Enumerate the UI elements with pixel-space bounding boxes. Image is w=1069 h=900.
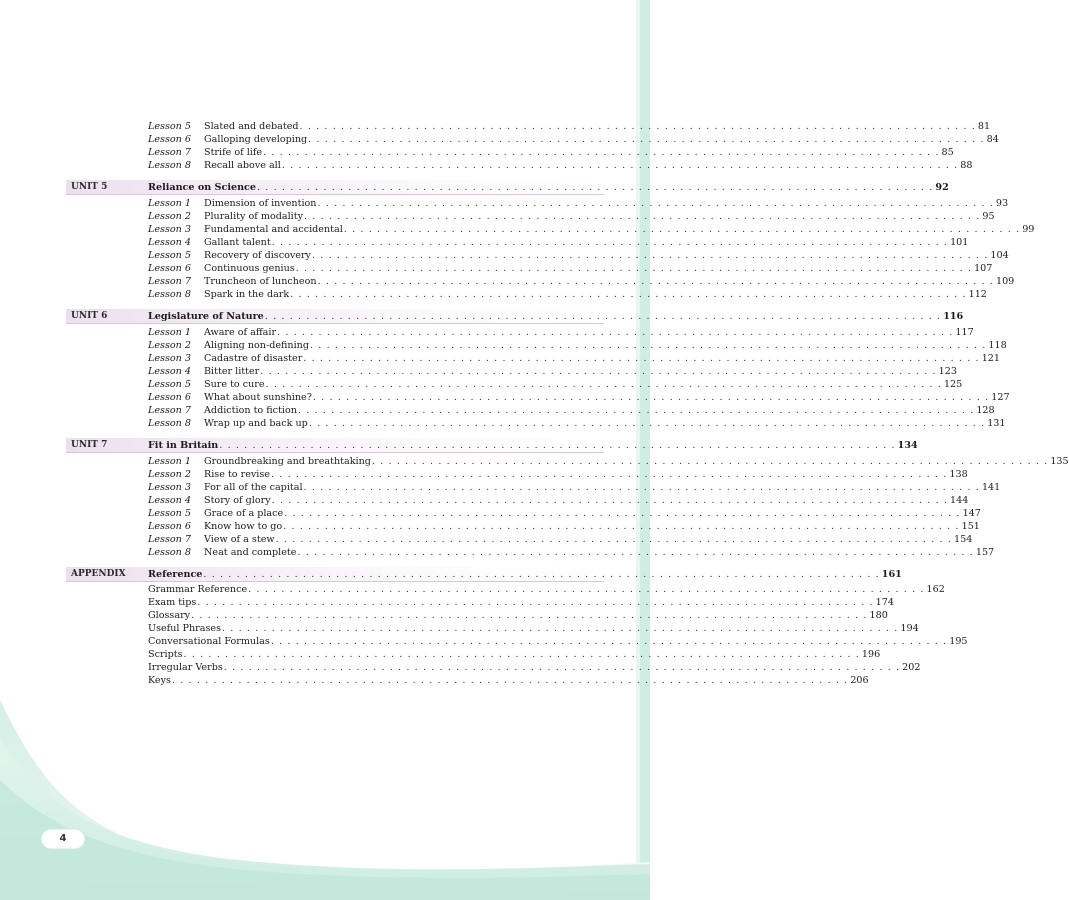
- toc-entry: [148, 404, 995, 417]
- dot-leader: . . . . . . . . . . . . . . . . . . . . . . . . . . . . . . . . . . . . . . . . . . . . . . . . . . . . . . . . . . . . . . . . . . . . . . . . . . . . . . . . . .: [265, 378, 942, 390]
- lesson-label: Lesson 4: [148, 494, 192, 506]
- toc-entry: [148, 468, 968, 481]
- page-reference: 118: [988, 339, 1007, 351]
- page-reference: 121: [981, 352, 1000, 364]
- toc-entry: [148, 507, 981, 520]
- entry-title: Slated and debated: [204, 121, 299, 132]
- unit-divider: [66, 323, 604, 324]
- page-reference: 88: [960, 160, 973, 172]
- lesson-label: Lesson 7: [148, 404, 192, 416]
- entry-title: Keys: [148, 675, 171, 687]
- unit-title: Fit in Britain: [148, 439, 219, 451]
- dot-leader: . . . . . . . . . . . . . . . . . . . . . . . . . . . . . . . . . . . . . . . . . . . . . . . . . . . . . . . . . . . . . . . . . . . . . . . . . . . . . . . . . .: [223, 662, 901, 674]
- page-number: 4: [59, 833, 67, 844]
- unit-title: Reliance on Science: [148, 181, 256, 193]
- page-reference: 109: [995, 275, 1015, 287]
- toc-entry: [148, 120, 991, 133]
- lesson-label: Lesson 6: [148, 391, 192, 403]
- toc-entry: [148, 648, 881, 661]
- toc-entry: [148, 326, 974, 339]
- entry-title: Scripts: [148, 649, 183, 661]
- dot-leader: . . . . . . . . . . . . . . . . . . . . . . . . . . . . . . . . . . . . . . . . . . . . . . . . . . . . . . . . . . . . . . . . . . . . . . . . . . . . . . . . . .: [197, 597, 874, 609]
- page-reference: 157: [975, 546, 995, 558]
- page-reference: 144: [950, 494, 969, 506]
- lesson-label: Lesson 4: [148, 236, 192, 248]
- entry-title: Bitter litter: [204, 365, 260, 377]
- lesson-label: Lesson 2: [148, 468, 192, 480]
- lesson-label: Lesson 5: [148, 121, 192, 132]
- entry-title: Strife of life: [204, 147, 263, 159]
- lesson-label: Lesson 8: [148, 160, 192, 172]
- entry-title: Recovery of discovery: [204, 249, 311, 261]
- entry-title: Aligning non-defining: [204, 339, 309, 351]
- lesson-label: Lesson 6: [148, 262, 192, 274]
- entry-title: Dimension of invention: [204, 197, 317, 209]
- entry-title: For all of the capital: [204, 481, 303, 493]
- page-reference: 138: [949, 468, 968, 480]
- entry-title: Grace of a place: [204, 507, 284, 519]
- dot-leader: . . . . . . . . . . . . . . . . . . . . . . . . . . . . . . . . . . . . . . . . . . . . . . . . . . . . . . . . . . . . . . . . . . . . . . . . . . . . . . . . . .: [270, 468, 948, 480]
- page-reference: 112: [968, 288, 987, 300]
- entry-title: Truncheon of luncheon: [204, 275, 317, 287]
- unit-label: APPENDIX: [71, 569, 126, 579]
- dot-leader: . . . . . . . . . . . . . . . . . . . . . . . . . . . . . . . . . . . . . . . . . . . . . . . . . . . . . . . . . . . . . . . . . . . . . . . . . . . . . . . . . .: [270, 636, 948, 648]
- toc-entry: [148, 249, 1009, 262]
- page-reference: 134: [897, 439, 918, 451]
- unit-entry: [148, 439, 918, 452]
- entry-title: Neat and complete: [204, 546, 297, 558]
- toc-entry: [148, 159, 973, 172]
- toc-entry: [148, 417, 1006, 430]
- entry-title: What about sunshine?: [204, 391, 312, 403]
- dot-leader: . . . . . . . . . . . . . . . . . . . . . . . . . . . . . . . . . . . . . . . . . . . . . . . . . . . . . . . . . . . . . . . . . . . . . . . . . . . . . . . . . .: [271, 494, 949, 506]
- toc-entry: [148, 197, 1009, 210]
- toc-entry: [148, 275, 1015, 288]
- entry-title: Galloping developing: [204, 134, 308, 146]
- page-reference: 128: [976, 404, 995, 416]
- lesson-label: Lesson 3: [148, 352, 192, 364]
- toc-entry: [148, 378, 963, 391]
- unit-title: Legislature of Nature: [148, 310, 264, 322]
- dot-leader: . . . . . . . . . . . . . . . . . . . . . . . . . . . . . . . . . . . . . . . . . . . . . . . . . . . . . . . . . . . . . . . . . . . . . . . . . . . . . . . . . .: [183, 649, 860, 661]
- toc-entry: [148, 288, 987, 301]
- entry-title: Know how to go: [204, 520, 283, 532]
- entry-title: Conversational Formulas: [148, 636, 270, 648]
- entry-title: Addiction to fiction: [204, 404, 297, 416]
- page-reference: 180: [869, 610, 888, 622]
- unit-divider: [66, 194, 604, 195]
- dot-leader: . . . . . . . . . . . . . . . . . . . . . . . . . . . . . . . . . . . . . . . . . . . . . . . . . . . . . . . . . . . . . . . . . . . . . . . . . . . . . . . . . .: [308, 134, 985, 146]
- lesson-label: Lesson 5: [148, 507, 192, 519]
- toc-entry: [148, 494, 969, 507]
- toc-entry: [148, 661, 921, 674]
- entry-title: Sure to cure: [204, 378, 265, 390]
- page-reference: 131: [987, 417, 1006, 429]
- unit-label: UNIT 5: [71, 182, 108, 192]
- toc-entry: [148, 455, 1069, 468]
- dot-leader: . . . . . . . . . . . . . . . . . . . . . . . . . . . . . . . . . . . . . . . . . . . . . . . . . . . . . . . . . . . . . . . . . . . . . . . . . . . . . . . . . .: [312, 391, 990, 403]
- toc-entry: [148, 146, 954, 159]
- dot-leader: . . . . . . . . . . . . . . . . . . . . . . . . . . . . . . . . . . . . . . . . . . . . . . . . . . . . . . . . . . . . . . . . . . . . . . . . . . . . . . . . . .: [263, 147, 940, 159]
- page-reference: 151: [961, 520, 980, 532]
- toc-entry: [148, 391, 1010, 404]
- lesson-label: Lesson 5: [148, 378, 192, 390]
- dot-leader: . . . . . . . . . . . . . . . . . . . . . . . . . . . . . . . . . . . . . . . . . . . . . . . . . . . . . . . . . . . . . . . . . . . . . . . . . . . . . . . . . .: [219, 439, 896, 451]
- page-reference: 174: [875, 597, 894, 609]
- page-reference: 194: [900, 623, 919, 635]
- dot-leader: . . . . . . . . . . . . . . . . . . . . . . . . . . . . . . . . . . . . . . . . . . . . . . . . . . . . . . . . . . . . . . . . . . . . . . . . . . . . . . . . . .: [297, 546, 974, 558]
- dot-leader: . . . . . . . . . . . . . . . . . . . . . . . . . . . . . . . . . . . . . . . . . . . . . . . . . . . . . . . . . . . . . . . . . . . . . . . . . . . . . . . . . .: [371, 455, 1049, 467]
- page-reference: 116: [943, 310, 964, 322]
- unit-label: UNIT 7: [71, 440, 108, 450]
- dot-leader: . . . . . . . . . . . . . . . . . . . . . . . . . . . . . . . . . . . . . . . . . . . . . . . . . . . . . . . . . . . . . . . . . . . . . . . . . . . . . . . . . .: [275, 533, 952, 545]
- lesson-label: Lesson 3: [148, 223, 192, 235]
- page-reference: 85: [941, 147, 954, 159]
- dot-leader: . . . . . . . . . . . . . . . . . . . . . . . . . . . . . . . . . . . . . . . . . . . . . . . . . . . . . . . . . . . . . . . . . . . . . . . . . . . . . . . . . .: [311, 249, 989, 261]
- toc-entry: [148, 546, 995, 559]
- page-reference: 127: [991, 391, 1010, 403]
- entry-title: Spark in the dark: [204, 288, 290, 300]
- dot-leader: . . . . . . . . . . . . . . . . . . . . . . . . . . . . . . . . . . . . . . . . . . . . . . . . . . . . . . . . . . . . . . . . . . . . . . . . . . . . . . . . . .: [304, 210, 981, 222]
- dot-leader: . . . . . . . . . . . . . . . . . . . . . . . . . . . . . . . . . . . . . . . . . . . . . . . . . . . . . . . . . . . . . . . . . . . . . . . . . . . . . . . . . .: [257, 181, 934, 193]
- toc-entry: [148, 622, 919, 635]
- page-reference: 161: [881, 568, 902, 580]
- unit-label: UNIT 6: [71, 311, 108, 321]
- entry-title: Story of glory: [204, 494, 271, 506]
- unit-entry: [148, 181, 949, 194]
- lesson-label: Lesson 5: [148, 249, 192, 261]
- dot-leader: . . . . . . . . . . . . . . . . . . . . . . . . . . . . . . . . . . . . . . . . . . . . . . . . . . . . . . . . . . . . . . . . . . . . . . . . . . . . . . . . . .: [284, 507, 961, 519]
- lesson-label: Lesson 6: [148, 520, 192, 532]
- dot-leader: . . . . . . . . . . . . . . . . . . . . . . . . . . . . . . . . . . . . . . . . . . . . . . . . . . . . . . . . . . . . . . . . . . . . . . . . . . . . . . . . . .: [283, 520, 960, 532]
- page-reference: 141: [981, 481, 1001, 493]
- dot-leader: . . . . . . . . . . . . . . . . . . . . . . . . . . . . . . . . . . . . . . . . . . . . . . . . . . . . . . . . . . . . . . . . . . . . . . . . . . . . . . . . . .: [171, 675, 849, 687]
- page-reference: 196: [861, 649, 881, 661]
- lesson-label: Lesson 1: [148, 326, 192, 338]
- entry-title: Useful Phrases: [148, 623, 221, 635]
- toc-entry: [148, 583, 945, 596]
- unit-entry: [148, 310, 964, 323]
- toc-entry: [148, 236, 969, 249]
- toc-entry: [148, 674, 869, 687]
- unit-title: Reference: [148, 568, 203, 580]
- dot-leader: . . . . . . . . . . . . . . . . . . . . . . . . . . . . . . . . . . . . . . . . . . . . . . . . . . . . . . . . . . . . . . . . . . . . . . . . . . . . . . . . . .: [290, 288, 967, 300]
- lesson-label: Lesson 1: [148, 197, 192, 209]
- page-reference: 81: [977, 121, 991, 132]
- toc-entry: [148, 481, 1001, 494]
- page-reference: 147: [962, 507, 981, 519]
- toc-entry: [148, 223, 1035, 236]
- dot-leader: . . . . . . . . . . . . . . . . . . . . . . . . . . . . . . . . . . . . . . . . . . . . . . . . . . . . . . . . . . . . . . . . . . . . . . . . . . . . . . . . . .: [191, 610, 868, 622]
- toc-entry: [148, 533, 973, 546]
- lesson-label: Lesson 3: [148, 481, 192, 493]
- toc-entry: [148, 133, 999, 146]
- entry-title: Aware of affair: [204, 326, 277, 338]
- page-reference: 117: [955, 326, 974, 338]
- entry-title: Glossary: [148, 610, 191, 622]
- toc-entry: [148, 520, 980, 533]
- dot-leader: . . . . . . . . . . . . . . . . . . . . . . . . . . . . . . . . . . . . . . . . . . . . . . . . . . . . . . . . . . . . . . . . . . . . . . . . . . . . . . . . . .: [271, 236, 949, 248]
- page-reference: 107: [974, 262, 993, 274]
- unit-entry: [148, 568, 902, 581]
- toc-entry: [148, 352, 1000, 365]
- dot-leader: . . . . . . . . . . . . . . . . . . . . . . . . . . . . . . . . . . . . . . . . . . . . . . . . . . . . . . . . . . . . . . . . . . . . . . . . . . . . . . . . . .: [264, 310, 942, 322]
- entry-title: Plurality of modality: [204, 210, 303, 222]
- lesson-label: Lesson 7: [148, 147, 192, 159]
- page-reference: 123: [938, 365, 957, 377]
- toc-entry: [148, 609, 888, 622]
- toc-entry: [148, 596, 894, 609]
- lesson-label: Lesson 1: [148, 455, 192, 467]
- page-reference: 202: [902, 662, 921, 674]
- entry-title: Rise to revise: [204, 468, 270, 480]
- entry-title: Cadastre of disaster: [204, 352, 303, 364]
- page-reference: 101: [950, 236, 969, 248]
- lesson-label: Lesson 2: [148, 339, 192, 351]
- page-reference: 125: [943, 378, 963, 390]
- dot-leader: . . . . . . . . . . . . . . . . . . . . . . . . . . . . . . . . . . . . . . . . . . . . . . . . . . . . . . . . . . . . . . . . . . . . . . . . . . . . . . . . . .: [222, 623, 899, 635]
- dot-leader: . . . . . . . . . . . . . . . . . . . . . . . . . . . . . . . . . . . . . . . . . . . . . . . . . . . . . . . . . . . . . . . . . . . . . . . . . . . . . . . . . .: [203, 568, 880, 580]
- dot-leader: . . . . . . . . . . . . . . . . . . . . . . . . . . . . . . . . . . . . . . . . . . . . . . . . . . . . . . . . . . . . . . . . . . . . . . . . . . . . . . . . . .: [309, 339, 987, 351]
- page-reference: 99: [1022, 223, 1035, 235]
- dot-leader: . . . . . . . . . . . . . . . . . . . . . . . . . . . . . . . . . . . . . . . . . . . . . . . . . . . . . . . . . . . . . . . . . . . . . . . . . . . . . . . . . .: [248, 584, 925, 595]
- page-reference: 162: [926, 584, 945, 595]
- dot-leader: . . . . . . . . . . . . . . . . . . . . . . . . . . . . . . . . . . . . . . . . . . . . . . . . . . . . . . . . . . . . . . . . . . . . . . . . . . . . . . . . . .: [297, 404, 975, 416]
- page-reference: 154: [953, 533, 973, 545]
- dot-leader: . . . . . . . . . . . . . . . . . . . . . . . . . . . . . . . . . . . . . . . . . . . . . . . . . . . . . . . . . . . . . . . . . . . . . . . . . . . . . . . . . .: [277, 326, 954, 338]
- dot-leader: . . . . . . . . . . . . . . . . . . . . . . . . . . . . . . . . . . . . . . . . . . . . . . . . . . . . . . . . . . . . . . . . . . . . . . . . . . . . . . . . . .: [299, 121, 976, 132]
- dot-leader: . . . . . . . . . . . . . . . . . . . . . . . . . . . . . . . . . . . . . . . . . . . . . . . . . . . . . . . . . . . . . . . . . . . . . . . . . . . . . . . . . .: [343, 223, 1021, 235]
- entry-title: Groundbreaking and breathtaking: [204, 455, 371, 467]
- entry-title: Grammar Reference: [148, 584, 248, 595]
- entry-title: Exam tips: [148, 597, 197, 609]
- entry-title: Fundamental and accidental: [204, 223, 343, 235]
- entry-title: View of a stew: [204, 533, 275, 545]
- dot-leader: . . . . . . . . . . . . . . . . . . . . . . . . . . . . . . . . . . . . . . . . . . . . . . . . . . . . . . . . . . . . . . . . . . . . . . . . . . . . . . . . . .: [260, 365, 937, 377]
- toc-entry: [148, 262, 993, 275]
- page-reference: 195: [949, 636, 968, 648]
- entry-title: Wrap up and back up: [204, 417, 308, 429]
- lesson-label: Lesson 2: [148, 210, 192, 222]
- page-reference: 104: [990, 249, 1009, 261]
- lesson-label: Lesson 7: [148, 533, 192, 545]
- dot-leader: . . . . . . . . . . . . . . . . . . . . . . . . . . . . . . . . . . . . . . . . . . . . . . . . . . . . . . . . . . . . . . . . . . . . . . . . . . . . . . . . . .: [281, 160, 959, 172]
- dot-leader: . . . . . . . . . . . . . . . . . . . . . . . . . . . . . . . . . . . . . . . . . . . . . . . . . . . . . . . . . . . . . . . . . . . . . . . . . . . . . . . . . .: [303, 481, 980, 493]
- lesson-label: Lesson 7: [148, 275, 192, 287]
- entry-title: Irregular Verbs: [148, 662, 223, 674]
- page-reference: 84: [986, 134, 999, 146]
- lesson-label: Lesson 8: [148, 417, 192, 429]
- page-reference: 206: [850, 675, 869, 687]
- toc-entry: [148, 635, 968, 648]
- toc-entry: [148, 365, 957, 378]
- page-reference: 135: [1050, 455, 1069, 467]
- lesson-label: Lesson 8: [148, 546, 192, 558]
- dot-leader: . . . . . . . . . . . . . . . . . . . . . . . . . . . . . . . . . . . . . . . . . . . . . . . . . . . . . . . . . . . . . . . . . . . . . . . . . . . . . . . . . .: [317, 197, 994, 209]
- lesson-label: Lesson 6: [148, 134, 192, 146]
- page-reference: 92: [935, 181, 949, 193]
- dot-leader: . . . . . . . . . . . . . . . . . . . . . . . . . . . . . . . . . . . . . . . . . . . . . . . . . . . . . . . . . . . . . . . . . . . . . . . . . . . . . . . . . .: [303, 352, 980, 364]
- unit-divider: [66, 452, 604, 453]
- unit-divider: [66, 581, 604, 582]
- page-reference: 93: [995, 197, 1009, 209]
- toc-entry: [148, 339, 1007, 352]
- lesson-label: Lesson 4: [148, 365, 192, 377]
- dot-leader: . . . . . . . . . . . . . . . . . . . . . . . . . . . . . . . . . . . . . . . . . . . . . . . . . . . . . . . . . . . . . . . . . . . . . . . . . . . . . . . . . .: [308, 417, 986, 429]
- entry-title: Continuous genius: [204, 262, 295, 274]
- dot-leader: . . . . . . . . . . . . . . . . . . . . . . . . . . . . . . . . . . . . . . . . . . . . . . . . . . . . . . . . . . . . . . . . . . . . . . . . . . . . . . . . . .: [295, 262, 973, 274]
- entry-title: Gallant talent: [204, 236, 271, 248]
- toc-entry: [148, 210, 995, 223]
- lesson-label: Lesson 8: [148, 288, 192, 300]
- entry-title: Recall above all: [204, 160, 281, 172]
- page-reference: 95: [982, 210, 995, 222]
- dot-leader: . . . . . . . . . . . . . . . . . . . . . . . . . . . . . . . . . . . . . . . . . . . . . . . . . . . . . . . . . . . . . . . . . . . . . . . . . . . . . . . . . .: [317, 275, 994, 287]
